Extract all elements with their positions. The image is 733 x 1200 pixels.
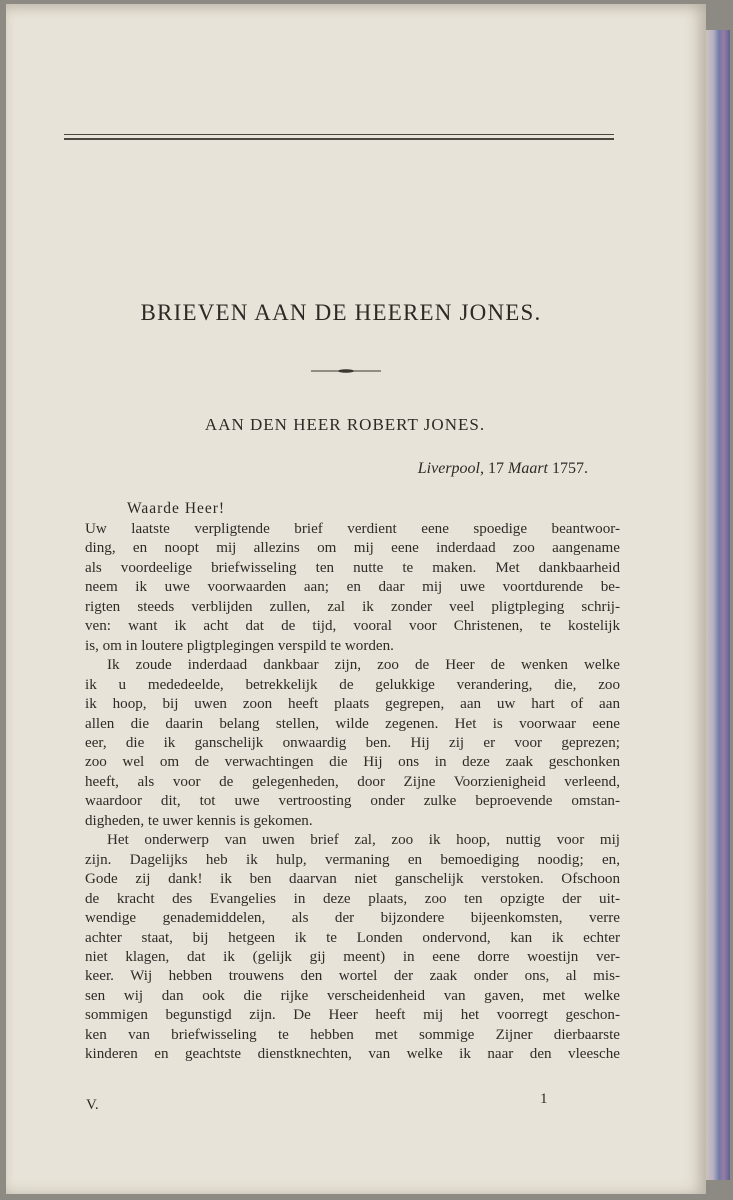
body-line: sommigen begunstigd zijn. De Heer heeft mij het voorregt geschon- (85, 1007, 620, 1024)
body-line: wendige genademiddelen, als der bijzondere bijeenkomsten, verre (85, 910, 620, 927)
dateline: Liverpool, 17 Maart 1757. (417, 460, 588, 477)
body-line: keer. Wij hebben trouwens den wortel der zaak onder ons, al mis- (85, 968, 620, 985)
body-line: niet klagen, dat ik (gelijk gij meent) in eene dorre woestijn ver- (85, 948, 620, 965)
body-line: ik hoop, bij uwen zoon heeft plaats gegrepen, aan uw hart of aan (85, 696, 620, 713)
body-line: rigten steeds verblijden zullen, zal ik zonder veel pligtpleging schrij- (85, 598, 620, 615)
letter-heading: AAN DEN HEER ROBERT JONES. (204, 415, 486, 434)
body-line: ken van briefwisseling te hebben met sommige Zijner dierbaarste (85, 1026, 620, 1043)
body-line: de kracht des Evangelies in deze plaats, zoo ten opzigte der uit- (85, 890, 620, 907)
body-line: allen die daarin belang stellen, wilde zegenen. Het is voorwaar eene (85, 715, 620, 732)
body-line: als voordeelige briefwisseling ten nutte te maken. Met dankbaarheid (85, 559, 620, 576)
ornament-divider (311, 369, 381, 373)
body-line: heeft, als voor de gelegenheden, door Zijne Voorzienigheid verleend, (85, 773, 620, 790)
salutation: Waarde Heer! (127, 500, 226, 517)
page-number: 1 (540, 1091, 548, 1107)
body-line: waardoor dit, tot uwe vertroosting onder zulke beproevende omstan- (85, 793, 620, 810)
body-line: sen wij dan ook die rijke verscheidenheid van gaven, met welke (85, 987, 620, 1004)
letter-body (85, 520, 620, 1065)
body-line: Ik zoude inderdaad dankbaar zijn, zoo de Heer de wenken welke (107, 657, 620, 674)
body-line: ding, en noopt mij allezins om mij eene inderdaad zoo aangename (85, 540, 620, 557)
header-rule (64, 134, 614, 135)
body-line: kinderen en geachtste dienstknechten, van welke ik naar den vleesche (85, 1046, 620, 1063)
dateline-year: 1757. (552, 460, 588, 477)
page-title: BRIEVEN AAN DE HEEREN JONES. (140, 300, 542, 325)
body-line: zijn. Dagelijks heb ik hulp, vermaning en bemoediging noodig; en, (85, 851, 620, 868)
dateline-day: 17 (488, 460, 504, 477)
book-edge (706, 30, 730, 1180)
body-line: ik u mededeelde, betrekkelijk de gelukkige verandering, die, zoo (85, 676, 620, 693)
dateline-month: Maart (508, 460, 548, 477)
body-line: zoo wel om de verwachtingen die Hij ons in deze zaak geschonken (85, 754, 620, 771)
body-line: Uw laatste verpligtende brief verdient eene spoedige beantwoor- (85, 521, 620, 537)
body-line: eer, die ik ganschelijk onwaardig ben. Hij zij er voor geprezen; (85, 734, 620, 751)
signature-mark: V. (86, 1097, 99, 1113)
body-line: Gode zij dank! ik ben daarvan niet ganschelijk verstoken. Ofschoon (85, 871, 620, 888)
body-line: is, om in loutere pligtplegingen verspild te worden. (85, 637, 394, 654)
body-line: neem ik uwe voorwaarden aan; en daar mij uwe voortdurende be- (85, 579, 620, 596)
dateline-place: Liverpool (417, 460, 480, 477)
body-line: digheden, te uwer kennis is gekomen. (85, 812, 313, 829)
body-line: achter staat, bij hetgeen ik te Londen ondervond, kan ik echter (85, 929, 620, 946)
header-rule-thick (64, 138, 614, 140)
body-line: ven: want ik acht dat de tijd, vooral voor Christenen, te kostelijk (85, 618, 620, 635)
book-page (6, 4, 706, 1194)
body-line: Het onderwerp van uwen brief zal, zoo ik hoop, nuttig voor mij (107, 832, 620, 849)
